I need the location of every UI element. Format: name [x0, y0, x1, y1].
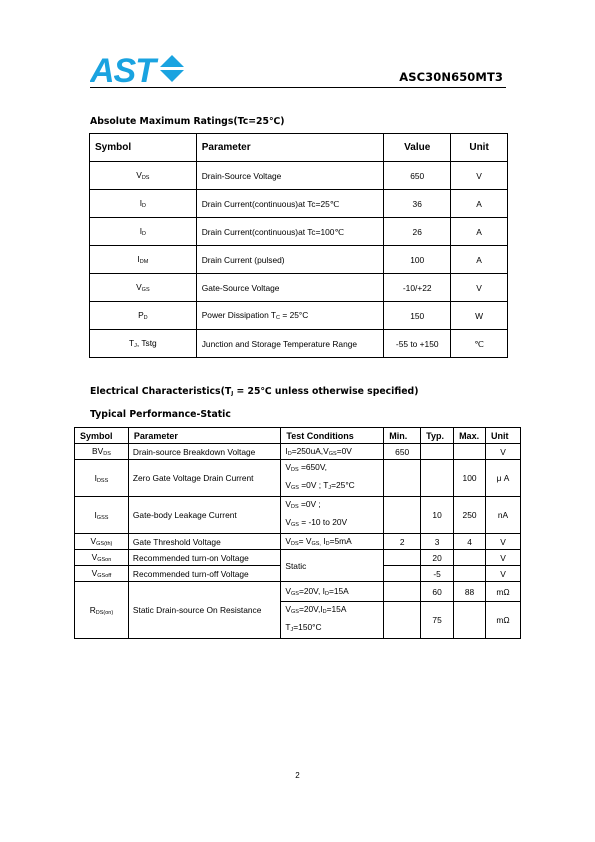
col-unit: Unit [451, 134, 508, 162]
unit-cell: mΩ [486, 582, 521, 602]
abs-max-title: Absolute Maximum Ratings(Tc=25℃) [90, 116, 285, 127]
unit-cell: A [451, 246, 508, 274]
parameter-cell: Junction and Storage Temperature Range [196, 330, 384, 358]
table-row [90, 274, 508, 302]
value-cell: -55 to +150 [384, 330, 451, 358]
max-cell [454, 566, 486, 582]
col-parameter: Parameter [196, 134, 384, 162]
condition-cell: $I_D=250uA,V_{GS}=0V$ [281, 444, 384, 460]
unit-cell: W [451, 302, 508, 330]
min-cell [384, 566, 421, 582]
min-cell: 2 [384, 534, 421, 550]
max-cell: 4 [454, 534, 486, 550]
col-symbol: Symbol [90, 134, 197, 162]
header-rule [90, 87, 506, 88]
condition-cell: $V_{DS}= V_{GS,}$ $I_D=5mA$ [281, 534, 384, 550]
max-cell [454, 602, 486, 639]
table-row [75, 582, 521, 602]
value-cell: 100 [384, 246, 451, 274]
symbol-cell: $R_{DS(on)}$ [75, 582, 129, 639]
unit-cell: mΩ [486, 602, 521, 639]
value-cell: 26 [384, 218, 451, 246]
logo-up-arrow [160, 55, 184, 67]
max-cell [454, 550, 486, 566]
unit-cell: ℃ [451, 330, 508, 358]
logo-down-arrow [160, 70, 184, 82]
parameter-cell: Drain-Source Voltage [196, 162, 384, 190]
condition-cell: $V_{GS}=20V$, $I_D=15A$ [281, 582, 384, 602]
value-cell: 650 [384, 162, 451, 190]
value-cell: 36 [384, 190, 451, 218]
unit-cell: A [451, 218, 508, 246]
typ-cell: -5 [421, 566, 454, 582]
table-row [90, 190, 508, 218]
parameter-cell: Zero Gate Voltage Drain Current [128, 460, 280, 497]
parameter-cell: Power Dissipation $T_C = 25^\circ C$ [196, 302, 384, 330]
parameter-cell: Static Drain-source On Resistance [128, 582, 280, 639]
condition-cell: Static [281, 550, 384, 582]
max-cell: 100 [454, 460, 486, 497]
symbol-cell: $V_{GSoff}$ [75, 566, 129, 582]
parameter-cell: Drain Current(continuous)at Tc=100℃ [196, 218, 384, 246]
parameter-cell: Drain-source Breakdown Voltage [128, 444, 280, 460]
parameter-cell: Recommended turn-on Voltage [128, 550, 280, 566]
col-test-conditions: Test Conditions [281, 428, 384, 444]
condition-cell: $V_{DS} =0V$ ; $V_{GS} = -10$ to 20V [281, 497, 384, 534]
static-table [74, 427, 521, 639]
min-cell [384, 460, 421, 497]
table-row [75, 444, 521, 460]
min-cell: 650 [384, 444, 421, 460]
unit-cell: A [451, 190, 508, 218]
parameter-cell: Recommended turn-off Voltage [128, 566, 280, 582]
col-symbol: Symbol [75, 428, 129, 444]
condition-cell: $V_{GS}=20V,I_D=15A$ $T_J=150^\circ C$ [281, 602, 384, 639]
table-row [90, 218, 508, 246]
max-cell [454, 444, 486, 460]
typ-cell: 20 [421, 550, 454, 566]
parameter-cell: Gate-Source Voltage [196, 274, 384, 302]
table-row [75, 497, 521, 534]
min-cell [384, 550, 421, 566]
symbol-cell: $V_{GS(th)}$ [75, 534, 129, 550]
symbol-cell: $BV_{DS}$ [75, 444, 129, 460]
typ-cell: 60 [421, 582, 454, 602]
unit-cell: V [486, 444, 521, 460]
min-cell [384, 582, 421, 602]
typ-cell: 3 [421, 534, 454, 550]
table-row [75, 534, 521, 550]
symbol-cell: $P_D$ [90, 302, 197, 330]
value-cell: -10/+22 [384, 274, 451, 302]
col-unit: Unit [486, 428, 521, 444]
symbol-cell: $I_{GSS}$ [75, 497, 129, 534]
table-row [90, 162, 508, 190]
col-value: Value [384, 134, 451, 162]
table-row [75, 550, 521, 566]
ast-logo [90, 51, 186, 85]
table-row [75, 460, 521, 497]
col-min: Min. [384, 428, 421, 444]
unit-cell: nA [486, 497, 521, 534]
page-number: 2 [295, 771, 300, 780]
table-row [90, 330, 508, 358]
unit-cell: V [486, 534, 521, 550]
typ-cell [421, 460, 454, 497]
col-typ: Typ. [421, 428, 454, 444]
unit-cell: V [451, 162, 508, 190]
col-max: Max. [454, 428, 486, 444]
unit-cell: μ A [486, 460, 521, 497]
value-cell: 150 [384, 302, 451, 330]
typ-cell: 75 [421, 602, 454, 639]
abs-max-table [89, 133, 508, 358]
symbol-cell: $I_{DSS}$ [75, 460, 129, 497]
parameter-cell: Gate-body Leakage Current [128, 497, 280, 534]
parameter-cell: Gate Threshold Voltage [128, 534, 280, 550]
unit-cell: V [486, 566, 521, 582]
parameter-cell: Drain Current (pulsed) [196, 246, 384, 274]
typ-cell: 10 [421, 497, 454, 534]
abs-max-header-row [90, 134, 508, 162]
symbol-cell: $T_J$, Tstg [90, 330, 197, 358]
symbol-cell: $I_{DM}$ [90, 246, 197, 274]
table-row [90, 246, 508, 274]
parameter-cell: Drain Current(continuous)at Tc=25℃ [196, 190, 384, 218]
col-parameter: Parameter [128, 428, 280, 444]
unit-cell: V [451, 274, 508, 302]
max-cell: 250 [454, 497, 486, 534]
min-cell [384, 497, 421, 534]
typ-cell [421, 444, 454, 460]
condition-cell: $V_{DS} =650V$, $V_{GS} =0V$ ; $T_J=25^\circ C$ [281, 460, 384, 497]
symbol-cell: $I_D$ [90, 190, 197, 218]
part-number: ASC30N650MT3 [399, 70, 503, 84]
table-row [90, 302, 508, 330]
static-header-row [75, 428, 521, 444]
elec-subtitle: Typical Performance-Static [90, 409, 231, 420]
min-cell [384, 602, 421, 639]
elec-title: Electrical $Characteristics(T_J$ = 25℃ unless otherwise specified) [90, 386, 419, 397]
symbol-cell: $V_{GS}$ [90, 274, 197, 302]
symbol-cell: $V_{GSon}$ [75, 550, 129, 566]
symbol-cell: $I_D$ [90, 218, 197, 246]
symbol-cell: $V_{DS}$ [90, 162, 197, 190]
max-cell: 88 [454, 582, 486, 602]
unit-cell: V [486, 550, 521, 566]
logo-text: AST [90, 52, 155, 85]
